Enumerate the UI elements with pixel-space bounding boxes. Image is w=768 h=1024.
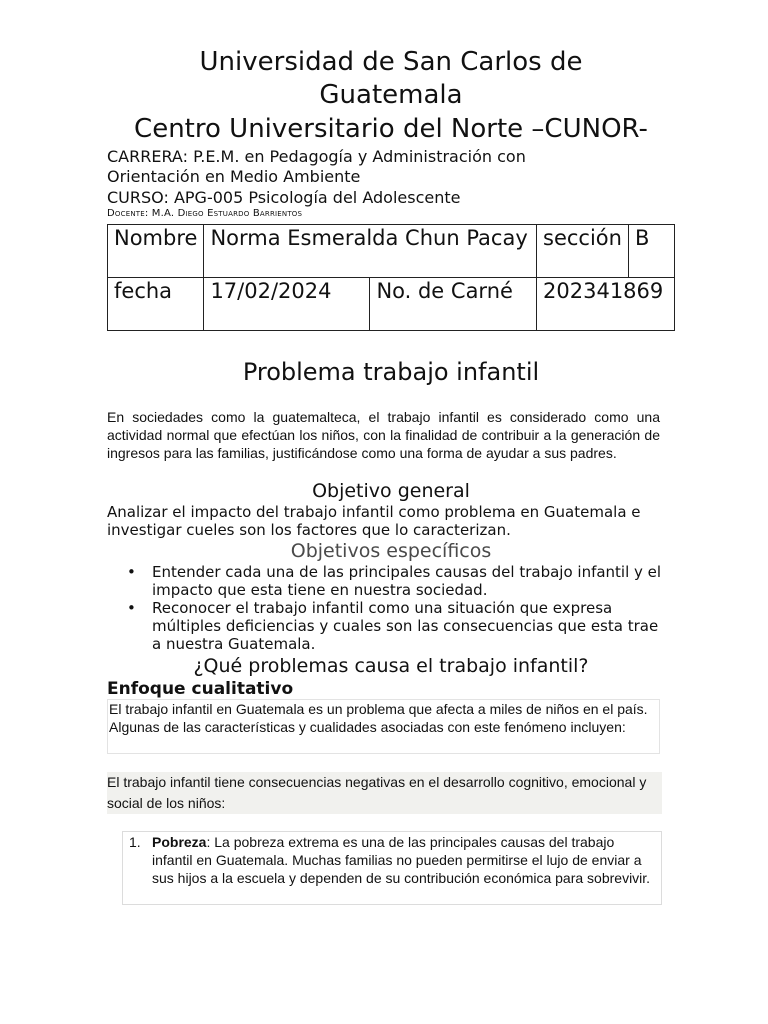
date-value-cell: 17/02/2024 (204, 278, 370, 331)
university-title: Universidad de San Carlos de Guatemala (199, 47, 583, 110)
center-title: Centro Universitario del Norte –CUNOR- (134, 114, 648, 144)
carne-value-cell: 202341869 (537, 278, 675, 331)
list-item-term: Pobreza (152, 834, 207, 850)
date-label-cell: fecha (108, 278, 204, 331)
bullet-icon: • (127, 563, 136, 581)
student-info-table (107, 224, 675, 331)
causes-list-box (122, 831, 662, 905)
section-label-cell: sección (537, 225, 629, 278)
name-label-cell: Nombre (108, 225, 204, 278)
table-row (108, 278, 675, 331)
carrera-line: CARRERA: P.E.M. en Pedagogía y Administración con Orientación en Medio Ambiente (107, 147, 526, 186)
question-heading: ¿Qué problemas causa el trabajo infantil? (193, 655, 589, 677)
table-row (108, 225, 675, 278)
consequences-box: El trabajo infantil tiene consecuencias negativas en el desarrollo cognitivo, emocional y social de los niños: (107, 772, 662, 814)
list-item (152, 833, 657, 887)
bullet-icon: • (127, 599, 136, 617)
general-objective-heading: Objetivo general (312, 480, 470, 502)
specific-objectives-list (107, 563, 667, 653)
list-number: 1. (129, 834, 141, 850)
list-item: • Reconocer el trabajo infantil como una situación que expresa múltiples deficiencias y cuales son las consecuencias que esta trae a nuestra Guatemala. (127, 599, 659, 653)
section-value-cell: B (628, 225, 674, 278)
general-objective-text: Analizar el impacto del trabajo infantil como problema en Guatemala e investigar cueles son los factores que lo caracterizan. (107, 503, 641, 539)
carne-label-cell: No. de Carné (370, 278, 537, 331)
specific-objectives-heading: Objetivos específicos (290, 540, 492, 562)
approach-heading: Enfoque cualitativo (107, 679, 294, 699)
list-item-text: : La pobreza extrema es una de las principales causas del trabajo infantil en Guatemala. Muchas familias no pueden permitirse el lujo de enviar a sus hijos a la escuela y dependen de su contribución económica para sobrevivir. (152, 834, 651, 886)
document-title: Problema trabajo infantil (242, 358, 540, 386)
intro-paragraph: En sociedades como la guatemalteca, el trabajo infantil es considerado como una actividad normal que efectúan los niños, con la finalidad de contribuir a la generación de ingresos para las familias, justificándose como una forma de ayudar a sus padres. (107, 409, 660, 461)
curso-line: CURSO: APG-005 Psicología del Adolescente (107, 188, 461, 207)
approach-text-box: El trabajo infantil en Guatemala es un problema que afecta a miles de niños en el país. Algunas de las características y cualidades asociadas con este fenómeno incluyen: (107, 699, 660, 754)
list-item: • Entender cada una de las principales causas del trabajo infantil y el impacto que esta tiene en nuestra sociedad. (127, 563, 662, 599)
name-value-cell: Norma Esmeralda Chun Pacay (204, 225, 537, 278)
docente-line: Docente: M.A. Diego Estuardo Barrientos (107, 208, 303, 219)
